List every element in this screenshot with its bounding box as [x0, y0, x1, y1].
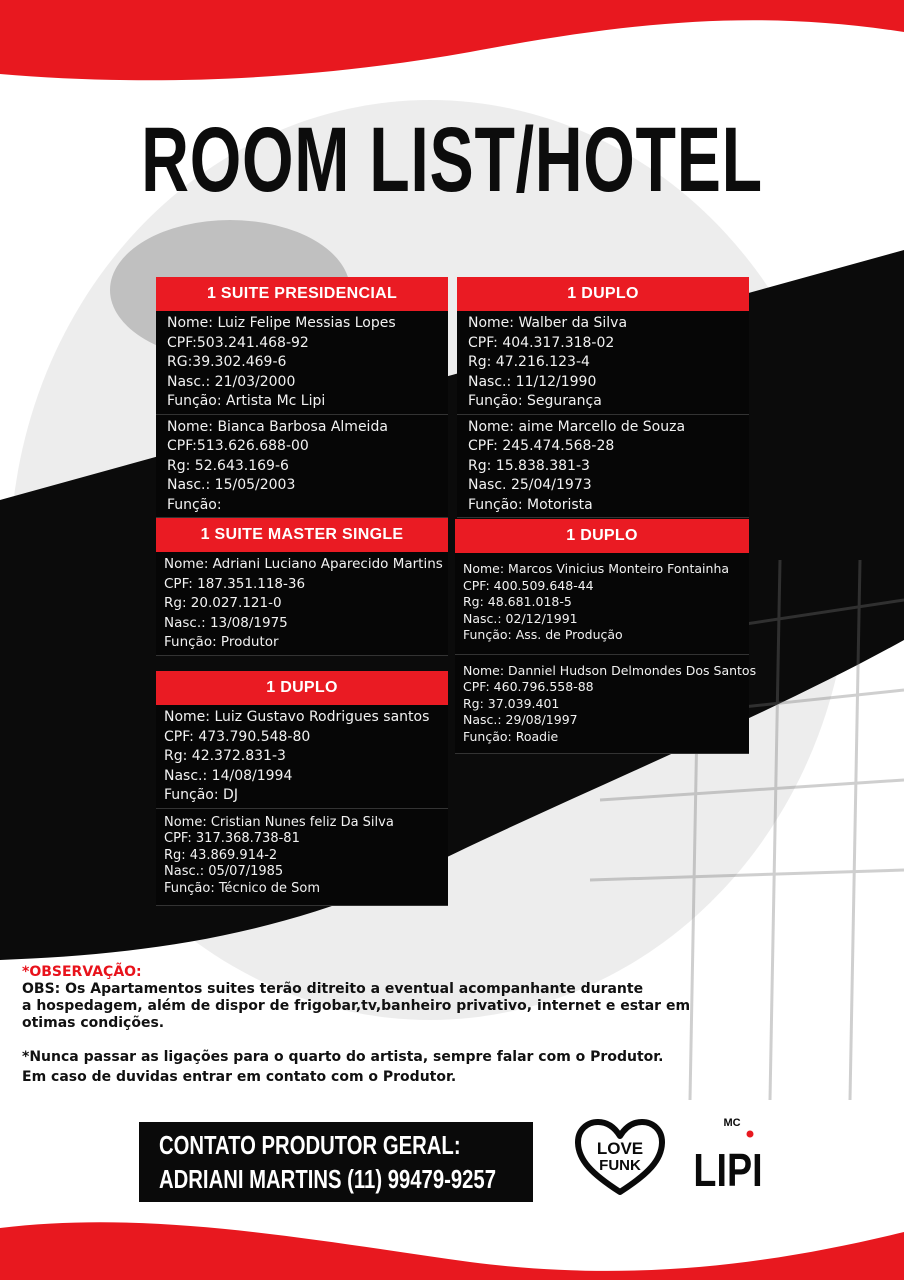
observation-line: OBS: Os Apartamentos suites terão ditreito a eventual acompanhante durante — [22, 981, 644, 997]
guest-name: Nome: aime Marcello de Souza — [468, 418, 686, 435]
guest-birthdate: Nasc.: 29/08/1997 — [463, 712, 578, 727]
room-card-duplo-3 — [156, 671, 448, 906]
guest-cpf: CPF: 245.474.568-28 — [468, 438, 615, 454]
guest-role: Função: DJ — [164, 787, 238, 803]
guest-name: Nome: Adriani Luciano Aparecido Martins — [164, 556, 443, 572]
guest-birthdate: Nasc.: 13/08/1975 — [164, 614, 288, 631]
guest-cpf: CPF: 187.351.118-36 — [164, 575, 306, 592]
room-header: 1 DUPLO — [455, 519, 749, 553]
room-card-suite-presidencial — [156, 277, 448, 518]
guest-role: Função: Ass. de Produção — [463, 627, 623, 642]
guest-cpf: CPF: 400.509.648-44 — [463, 577, 594, 593]
guest-role: Função: Artista Mc Lipi — [167, 393, 326, 409]
guest-block — [156, 552, 448, 656]
guest-block — [457, 311, 749, 415]
observation-note: *Nunca passar as ligações para o quarto do artista, sempre falar com o Produtor. — [22, 1049, 664, 1065]
guest-role: Função: — [167, 496, 222, 513]
observation-line: otimas condições. — [22, 1015, 165, 1031]
observation-label: *OBSERVAÇÃO: — [22, 964, 142, 980]
guest-rg: Rg: 48.681.018-5 — [463, 594, 572, 609]
guest-rg: Rg: 43.869.914-2 — [164, 847, 278, 863]
guest-role: Função: Motorista — [468, 496, 593, 513]
love-funk-text-1: LOVE — [596, 1139, 644, 1158]
guest-name: Nome: Bianca Barbosa Almeida — [167, 418, 388, 435]
guest-rg: RG:39.302.469-6 — [167, 354, 287, 370]
observation-note: Em caso de duvidas entrar em contato com o Produtor. — [22, 1069, 457, 1085]
guest-rg: Rg: 20.027.121-0 — [164, 595, 282, 611]
guest-role: Função: Técnico de Som — [164, 880, 321, 896]
guest-block — [156, 809, 448, 907]
guest-name: Nome: Cristian Nunes feliz Da Silva — [164, 814, 394, 830]
room-header: 1 DUPLO — [156, 671, 448, 705]
love-funk-text-2: FUNK — [599, 1157, 641, 1174]
guest-block — [156, 705, 448, 809]
mc-lipi-logo — [688, 1112, 768, 1194]
guest-birthdate: Nasc.: 15/05/2003 — [167, 477, 296, 493]
contact-name-phone: ADRIANI MARTINS (11) 99479-9257 — [159, 1164, 496, 1194]
guest-birthdate: Nasc.: 14/08/1994 — [164, 767, 293, 784]
room-card-duplo-2 — [455, 519, 757, 754]
room-header: 1 DUPLO — [457, 277, 749, 311]
guest-cpf: CPF: 317.368.738-81 — [164, 831, 300, 846]
guest-cpf: CPF:503.241.468-92 — [167, 334, 309, 351]
guest-birthdate: Nasc. 25/04/1973 — [468, 477, 592, 493]
room-header: 1 SUITE MASTER SINGLE — [156, 518, 448, 552]
guest-name: Nome: Luiz Gustavo Rodrigues santos — [164, 709, 430, 725]
room-header: 1 SUITE PRESIDENCIAL — [156, 277, 448, 311]
guest-cpf: CPF: 460.796.558-88 — [463, 679, 594, 694]
guest-birthdate: Nasc.: 11/12/1990 — [468, 373, 597, 390]
room-card-suite-master-single — [156, 518, 448, 656]
guest-cpf: CPF:513.626.688-00 — [167, 438, 309, 454]
guest-name: Nome: Luiz Felipe Messias Lopes — [167, 315, 396, 331]
guest-block — [457, 415, 749, 519]
guest-cpf: CPF: 404.317.318-02 — [468, 334, 615, 351]
guest-rg: Rg: 42.372.831-3 — [164, 748, 286, 764]
guest-role: Função: Roadie — [463, 728, 559, 744]
guest-role: Função: Segurança — [468, 393, 602, 409]
guest-rg: Rg: 37.039.401 — [463, 695, 560, 711]
guest-rg: Rg: 52.643.169-6 — [167, 457, 289, 474]
observation-line: a hospedagem, além de dispor de frigobar,tv,banheiro privativo, internet e estar em — [22, 998, 691, 1014]
guest-birthdate: Nasc.: 21/03/2000 — [167, 373, 296, 390]
mic-dot-icon — [747, 1131, 754, 1138]
guest-birthdate: Nasc.: 05/07/1985 — [164, 864, 284, 879]
guest-block — [455, 553, 749, 655]
observation-section — [22, 964, 882, 1086]
guest-rg: Rg: 15.838.381-3 — [468, 457, 590, 474]
guest-block — [156, 311, 448, 415]
guest-name: Nome: Marcos Vinicius Monteiro Fontainha — [463, 561, 730, 576]
guest-rg: Rg: 47.216.123-4 — [468, 354, 590, 370]
love-funk-logo — [574, 1118, 666, 1198]
contact-heading: CONTATO PRODUTOR GERAL: — [159, 1130, 461, 1160]
mc-text: MC — [723, 1117, 741, 1129]
guest-role: Função: Produtor — [164, 634, 279, 650]
guest-name: Nome: Danniel Hudson Delmondes Dos Santos — [463, 662, 757, 678]
guest-block — [156, 415, 448, 519]
lipi-text: LIPI — [693, 1144, 763, 1194]
room-card-duplo-1 — [457, 277, 749, 518]
guest-name: Nome: Walber da Silva — [468, 315, 628, 331]
contact-box — [139, 1122, 533, 1202]
guest-birthdate: Nasc.: 02/12/1991 — [463, 610, 578, 626]
guest-block — [455, 655, 757, 755]
guest-cpf: CPF: 473.790.548-80 — [164, 728, 311, 745]
page-title: ROOM LIST/HOTEL — [141, 109, 763, 211]
